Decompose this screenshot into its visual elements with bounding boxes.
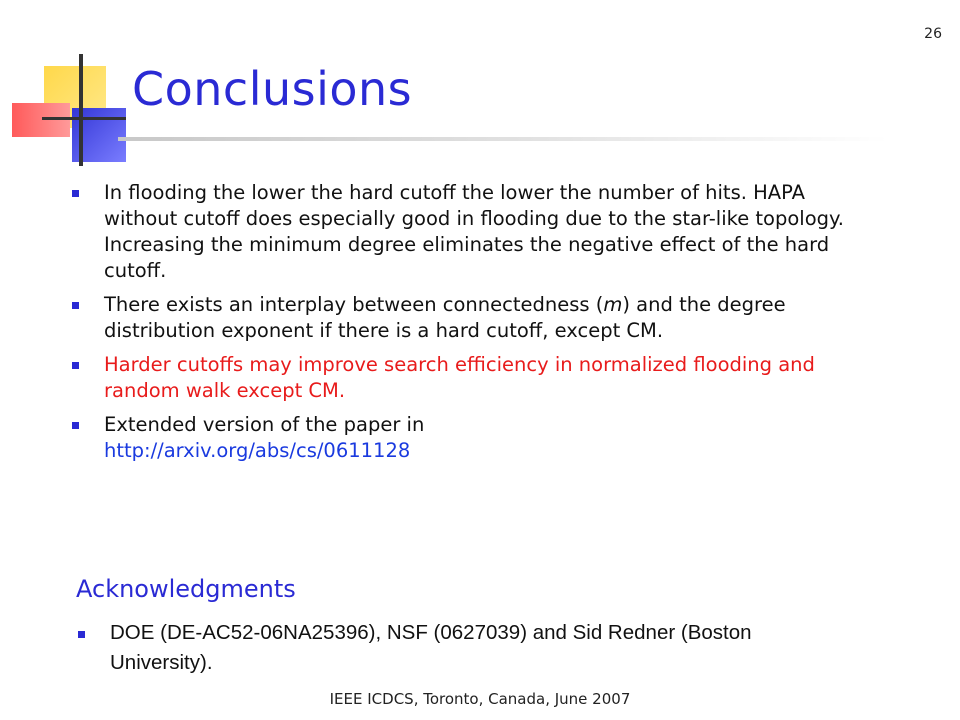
bullet-square-icon bbox=[72, 422, 79, 429]
acknowledgments-list bbox=[76, 618, 856, 678]
bullet-text-after: ) and the degree distribution exponent if there is a hard cutoff, except CM. bbox=[104, 293, 786, 342]
bullet-flooding bbox=[70, 180, 870, 284]
page-number: 26 bbox=[924, 26, 942, 42]
slide-footer: IEEE ICDCS, Toronto, Canada, June 2007 bbox=[329, 690, 631, 708]
bullet-text: In flooding the lower the hard cutoff the lower the number of hits. HAPA without cutoff does especially good in flooding due to the star-like topology. Increasing the minimum degree eliminates the negative effect of the hard cutoff. bbox=[104, 181, 844, 282]
decorative-vertical-line bbox=[79, 54, 83, 166]
bullet-text-emphasis: m bbox=[603, 293, 623, 316]
conclusions-list bbox=[70, 180, 870, 472]
bullet-interplay bbox=[70, 292, 870, 344]
decorative-horizontal-line bbox=[42, 117, 126, 120]
bullet-square-icon bbox=[72, 190, 79, 197]
slide-title: Conclusions bbox=[132, 62, 413, 116]
arxiv-link[interactable]: http://arxiv.org/abs/cs/0611128 bbox=[104, 439, 411, 462]
bullet-harder-cutoffs bbox=[70, 352, 870, 404]
bullet-square-icon bbox=[72, 362, 79, 369]
bullet-square-icon bbox=[78, 631, 85, 638]
title-underline bbox=[118, 137, 888, 141]
decorative-red-bar bbox=[12, 103, 70, 137]
bullet-square-icon bbox=[72, 302, 79, 309]
acknowledgment-text: DOE (DE-AC52-06NA25396), NSF (0627039) and Sid Redner (Boston University). bbox=[110, 621, 752, 674]
bullet-extended-version bbox=[70, 412, 870, 464]
acknowledgment-item bbox=[76, 618, 856, 678]
acknowledgments-heading: Acknowledgments bbox=[76, 575, 296, 603]
bullet-text: Harder cutoffs may improve search efficiency in normalized flooding and random walk except CM. bbox=[104, 353, 815, 402]
bullet-text: Extended version of the paper in bbox=[104, 413, 425, 436]
bullet-text-before: There exists an interplay between connectedness ( bbox=[104, 293, 604, 316]
